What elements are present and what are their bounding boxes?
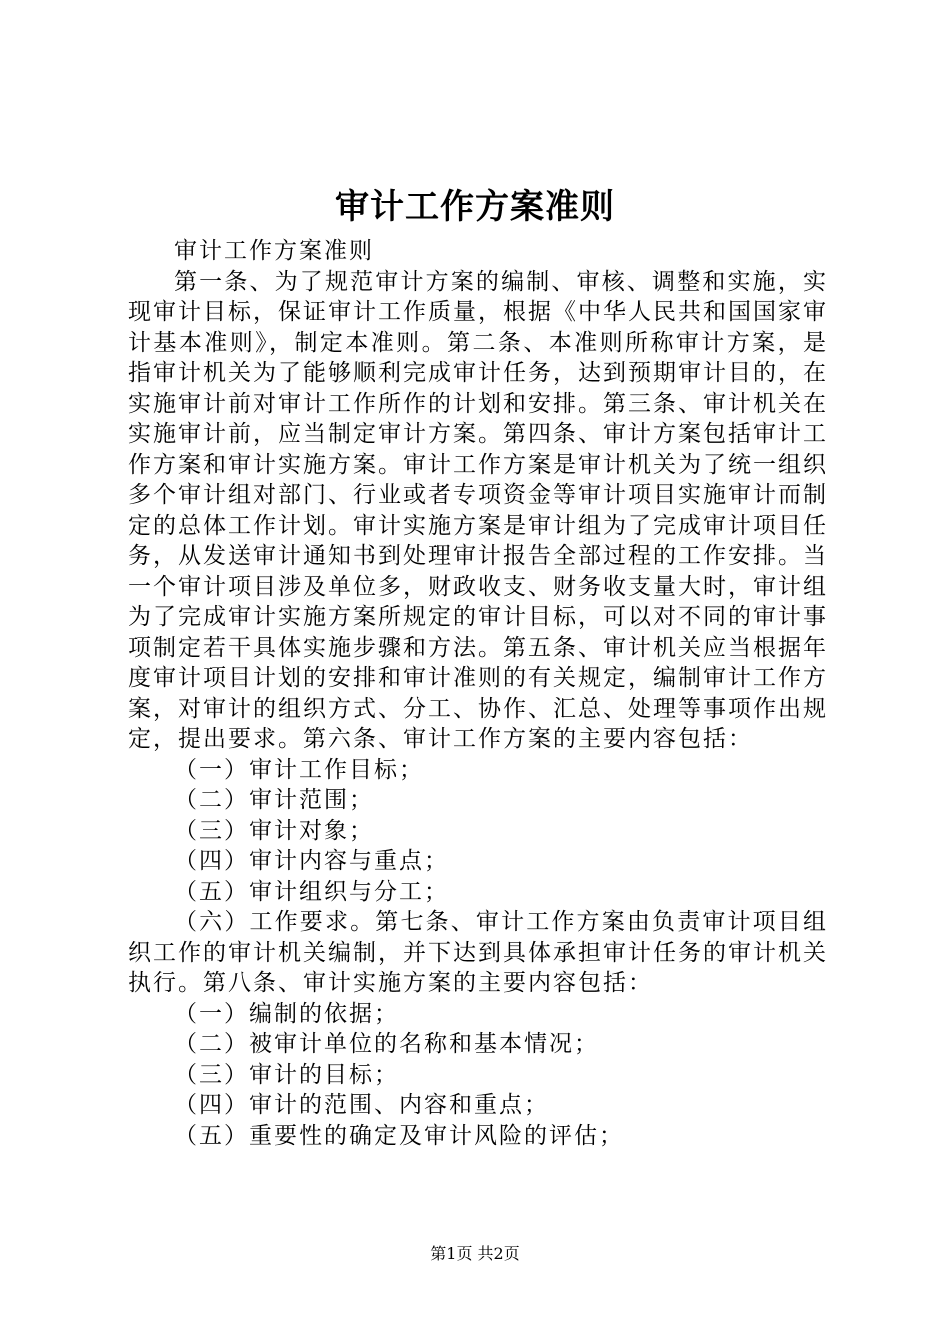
list-item: （一）审计工作目标； [174,756,424,783]
list-item: （二）被审计单位的名称和基本情况； [174,1031,599,1057]
list-item: （四）审计内容与重点； [174,848,449,874]
paragraph: （六）工作要求。第七条、审计工作方案由负责审计项目组织工作的审计机关编制，并下达到具体承担审计任务的审计机关执行。第八条、审计实施方案的主要内容包括： [128,909,828,996]
document-subtitle: 审计工作方案准则 [174,238,374,264]
list-item: （五）审计组织与分工； [174,878,449,905]
list-item: （三）审计对象； [174,817,374,844]
list-item: （二）审计范围； [174,787,374,813]
document-title: 审计工作方案准则 [335,187,615,227]
paragraph: 第一条、为了规范审计方案的编制、审核、调整和实施，实现审计目标，保证审计工作质量，根据《中华人民共和国国家审计基本准则》，制定本准则。第二条、本准则所称审计方案，是指审计机关为了能够顺利完成审计任务，达到预期审计目的，在实施审计前对审计工作所作的计划和安排。第三条、审计机关在实施审计前，应当制定审计方案。第四条、审计方案包括审计工作方案和审计实施方案。审计工作方案是审计机关为了统一组织多个审计组对部门、行业或者专项资金等审计项目实施审计而制定的总体工作计划。审计实施方案是审计组为了完成审计项目任务，从发送审计通知书到处理审计报告全部过程的工作安排。当一个审计项目涉及单位多，财政收支、财务收支量大时，审计组为了完成审计实施方案所规定的审计目标，可以对不同的审计事项制定若干具体实施步骤和方法。第五条、审计机关应当根据年度审计项目计划的安排和审计准则的有关规定，编制审计工作方案，对审计的组织方式、分工、协作、汇总、处理等事项作出规定，提出要求。第六条、审计工作方案的主要内容包括： [128,268,828,752]
list-item: （四）审计的范围、内容和重点； [174,1092,549,1118]
list-item: （五）重要性的确定及审计风险的评估； [174,1122,624,1149]
list-item: （三）审计的目标； [174,1061,399,1088]
list-item: （一）编制的依据； [174,1000,399,1027]
page-footer: 第1页 共2页 [430,1244,520,1263]
document-body [128,236,828,1151]
